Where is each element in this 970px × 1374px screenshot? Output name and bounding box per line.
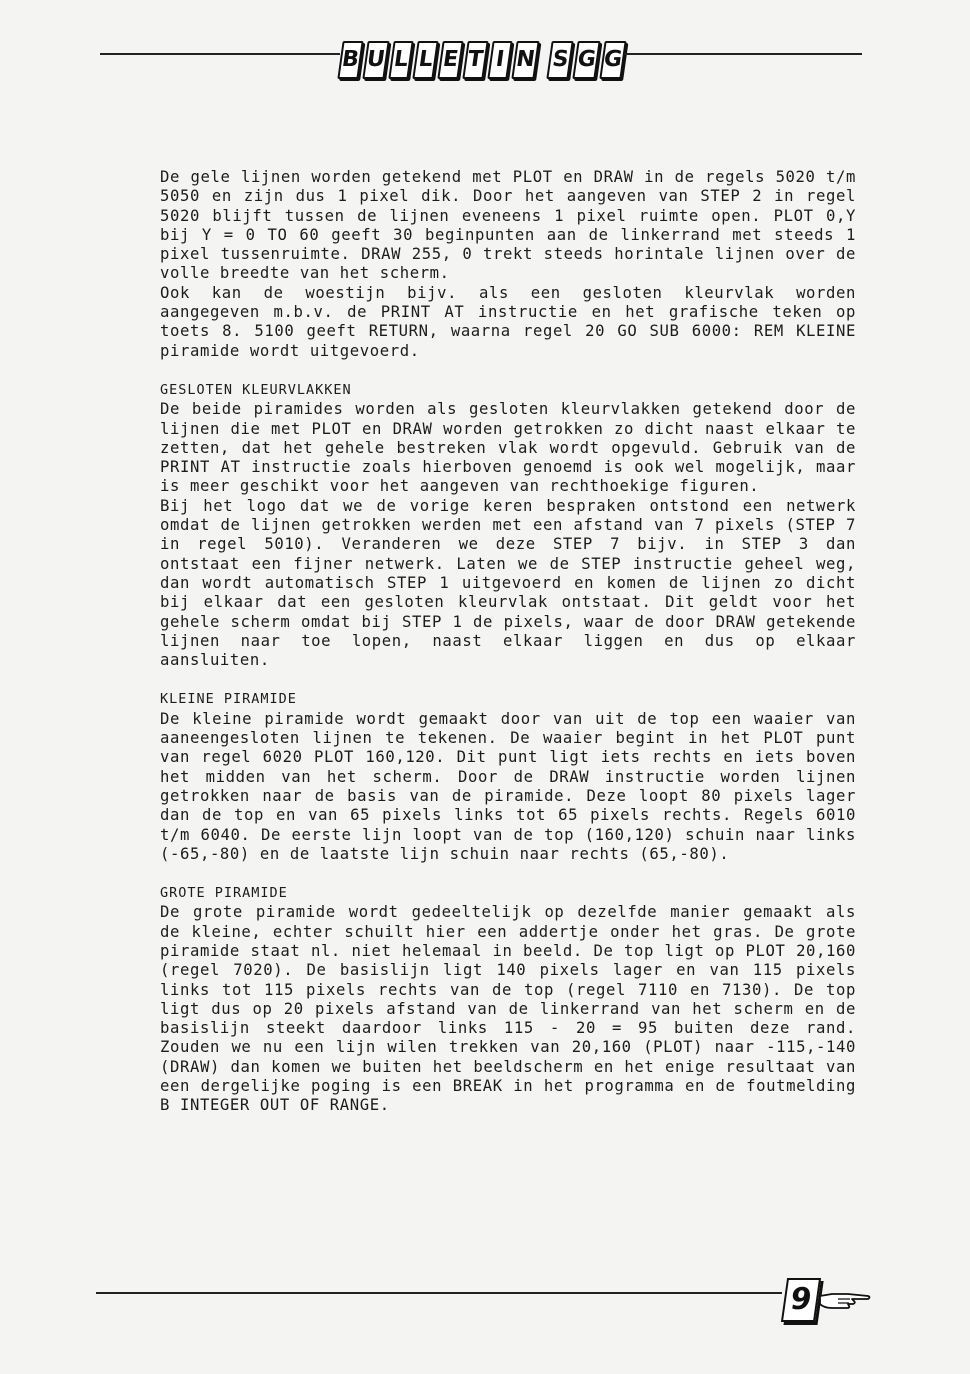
bulletin-sgg-logo: [337, 40, 627, 80]
section-gesloten-kleurvlakken: [160, 381, 856, 670]
page-number: 9: [781, 1278, 821, 1322]
logo-letter: N: [512, 41, 540, 79]
article-body: [160, 168, 856, 1136]
logo-letter: T: [462, 41, 488, 79]
logo-letter: L: [413, 41, 439, 79]
logo-letter: G: [599, 41, 627, 79]
footer-rule: [96, 1292, 782, 1294]
section-intro: [160, 168, 856, 361]
section-grote-piramide: [160, 884, 856, 1116]
paragraph: De beide piramides worden als gesloten kleurvlakken getekend door de lijnen die met PLOT en DRAW worden getrokken zo dicht naast elkaar te zetten, dat het gehele bestreken vlak wordt opgevuld. Gebruik van de PRINT AT instructie zoals hierboven genoemd is ook wel mogelijk, maar is meer geschikt voor het aangeven van rechthoekige figuren.: [160, 400, 856, 496]
section-heading: GESLOTEN KLEURVLAKKEN: [160, 381, 352, 398]
logo-letter: G: [573, 41, 601, 79]
section-heading: KLEINE PIRAMIDE: [160, 691, 297, 708]
header-rule-right: [624, 53, 862, 55]
paragraph: Ook kan de woestijn bijv. als een gesloten kleurvlak worden aangegeven m.b.v. de PRINT AT instructie en het grafische teken op toets 8. 5100 geeft RETURN, waarna regel 20 GO SUB 6000: REM KLEINE piramide wordt uitgevoerd.: [160, 283, 856, 360]
pointing-hand-icon: [818, 1288, 872, 1312]
logo-letter: E: [437, 41, 463, 79]
paragraph: Bij het logo dat we de vorige keren bespraken ontstond een netwerk omdat de lijnen getrokken werden met een afstand van 7 pixels (STEP 7 in regel 5010). Veranderen we deze STEP 7 bijv. in STEP 3 dan ontstaat een fijner netwerk. Laten we de STEP instructie geheel weg, dan wordt automatisch STEP 1 uitgevoerd en komen de lijnen zo dicht bij elkaar dat een gesloten kleurvlak ontstaat. Dit geldt voor het gehele scherm omdat bij STEP 1 de pixels, waar de door DRAW getekende lijnen naar toe lopen, naast elkaar liggen en dus op elkaar aansluiten.: [160, 496, 856, 670]
paragraph: De grote piramide wordt gedeeltelijk op dezelfde manier gemaakt als de kleine, echter schuilt hier een addertje onder het gras. De grote piramide staat nl. niet helemaal in beeld. De top ligt op PLOT 20,160 (regel 7020). De basislijn ligt 140 pixels lager en van 115 pixels links tot 115 pixels rechts van de top (regel 7110 en 7130). De top ligt dus op 20 pixels afstand van de linkerrand van het scherm en de basislijn steekt daardoor links 115 - 20 = 95 buiten deze rand. Zouden we nu een lijn wilen trekken van 20,160 (PLOT) naar -115,-140 (DRAW) dan komen we buiten het beeldscherm en het enige resultaat van een dergelijke poging is een BREAK in het programma en de foutmelding B INTEGER OUT OF RANGE.: [160, 903, 856, 1115]
section-kleine-piramide: [160, 690, 856, 864]
logo-letter: I: [487, 41, 513, 79]
logo-letter: B: [337, 41, 363, 79]
logo-letter: S: [547, 41, 575, 79]
logo-letter: U: [362, 41, 389, 79]
logo-letter: L: [388, 41, 414, 79]
paragraph: De kleine piramide wordt gemaakt door van uit de top een waaier van aaneengesloten lijnen te tekenen. De waaier begint in het PLOT punt van regel 6020 PLOT 160,120. Dit punt ligt iets rechts en iets boven het midden van het scherm. Door de DRAW instructie worden lijnen getrokken naar de basis van de piramide. Deze loopt 80 pixels lager dan de top en van 65 pixels links tot 65 pixels rechts. Regels 6010 t/m 6040. De eerste lijn loopt van de top (160,120) schuin naar links (-65,-80) en de laatste lijn schuin naar rechts (65,-80).: [160, 709, 856, 863]
section-heading: GROTE PIRAMIDE: [160, 885, 288, 902]
paragraph: De gele lijnen worden getekend met PLOT en DRAW in de regels 5020 t/m 5050 en zijn dus 1 pixel dik. Door het aangeven van STEP 2 in regel 5020 blijft tussen de lijnen eveneens 1 pixel ruimte open. PLOT 0,Y bij Y = 0 TO 60 geeft 30 beginpunten aan de linkerrand met steeds 1 pixel tussenruimte. DRAW 255, 0 trekt steeds horintale lijnen over de volle breedte van het scherm.: [160, 168, 856, 283]
header-rule-left: [100, 53, 340, 55]
